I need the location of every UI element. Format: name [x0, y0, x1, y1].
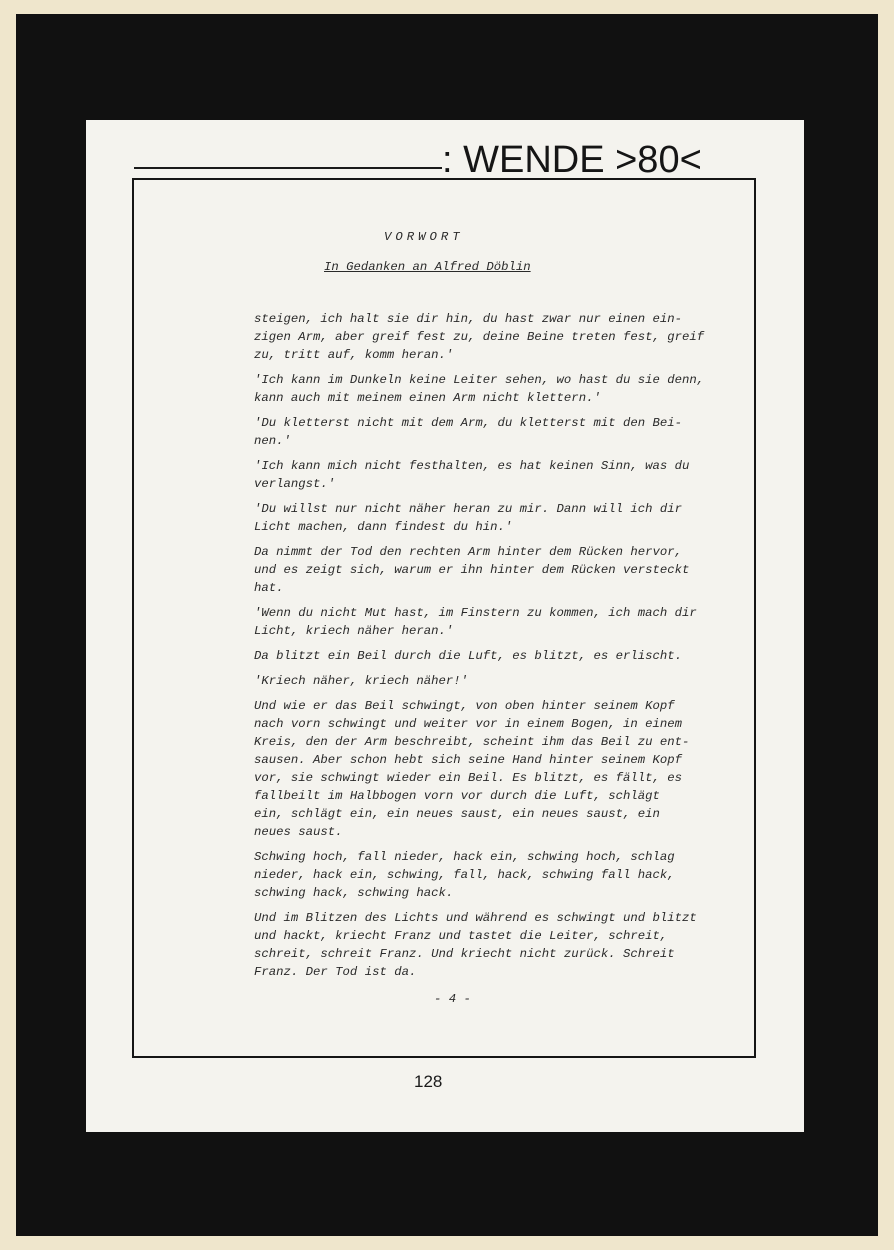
paragraph: Und wie er das Beil schwingt, von oben hinter seinem Kopf nach vorn schwingt und weiter vor in einem Bogen, in einem Kreis, den der Arm beschreibt, scheint ihm das Beil zu ent- sausen. Aber schon hebt sich seine Hand hinter seinem Kopf vor, sie schwingt wieder ein Beil. Es blitzt, es fällt, es fallbeilt im Halbbogen vorn vor durch die Luft, schlägt ein, schlägt ein, ein neues saust, ein neues saust, ein neues saust.: [254, 699, 690, 839]
dedication-line: In Gedanken an Alfred Döblin: [324, 260, 531, 274]
header-title: : WENDE >80<: [442, 139, 702, 181]
paragraph: Schwing hoch, fall nieder, hack ein, schwing hoch, schlag nieder, hack ein, schwing, fall, hack, schwing fall hack, schwing hack, schwing hack.: [254, 850, 675, 900]
paragraph: 'Wenn du nicht Mut hast, im Finstern zu kommen, ich mach dir Licht, kriech näher heran.': [254, 606, 697, 638]
paragraph: 'Du kletterst nicht mit dem Arm, du kletterst mit den Bei- nen.': [254, 416, 683, 448]
paragraph: 'Ich kann mich nicht festhalten, es hat keinen Sinn, was du verlangst.': [254, 459, 690, 491]
section-heading: VORWORT: [384, 230, 464, 244]
typed-page-marker: - 4 -: [434, 992, 471, 1006]
page-number: 128: [414, 1072, 443, 1091]
header-rule: [134, 167, 442, 169]
paragraph: Und im Blitzen des Lichts und während es schwingt und blitzt und hackt, kriecht Franz und tastet die Leiter, schreit, schreit, schreit Franz. Und kriecht nicht zurück. Schreit Franz. Der Tod ist da.: [254, 911, 697, 979]
paragraph: Da nimmt der Tod den rechten Arm hinter dem Rücken hervor, und es zeigt sich, warum er ihn hinter dem Rücken versteckt hat.: [254, 545, 690, 595]
paragraph: 'Ich kann im Dunkeln keine Leiter sehen, wo hast du sie denn, kann auch mit meinem einen Arm nicht klettern.': [254, 373, 705, 405]
paragraph: Da blitzt ein Beil durch die Luft, es blitzt, es erlischt.: [254, 649, 683, 663]
paragraph: 'Kriech näher, kriech näher!': [254, 674, 469, 688]
paragraph: 'Du willst nur nicht näher heran zu mir. Dann will ich dir Licht machen, dann findest du hin.': [254, 502, 683, 534]
body-text: [254, 310, 714, 988]
paragraph: steigen, ich halt sie dir hin, du hast zwar nur einen ein- zigen Arm, aber greif fest zu, deine Beine treten fest, greif zu, tritt auf, komm heran.': [254, 312, 705, 362]
